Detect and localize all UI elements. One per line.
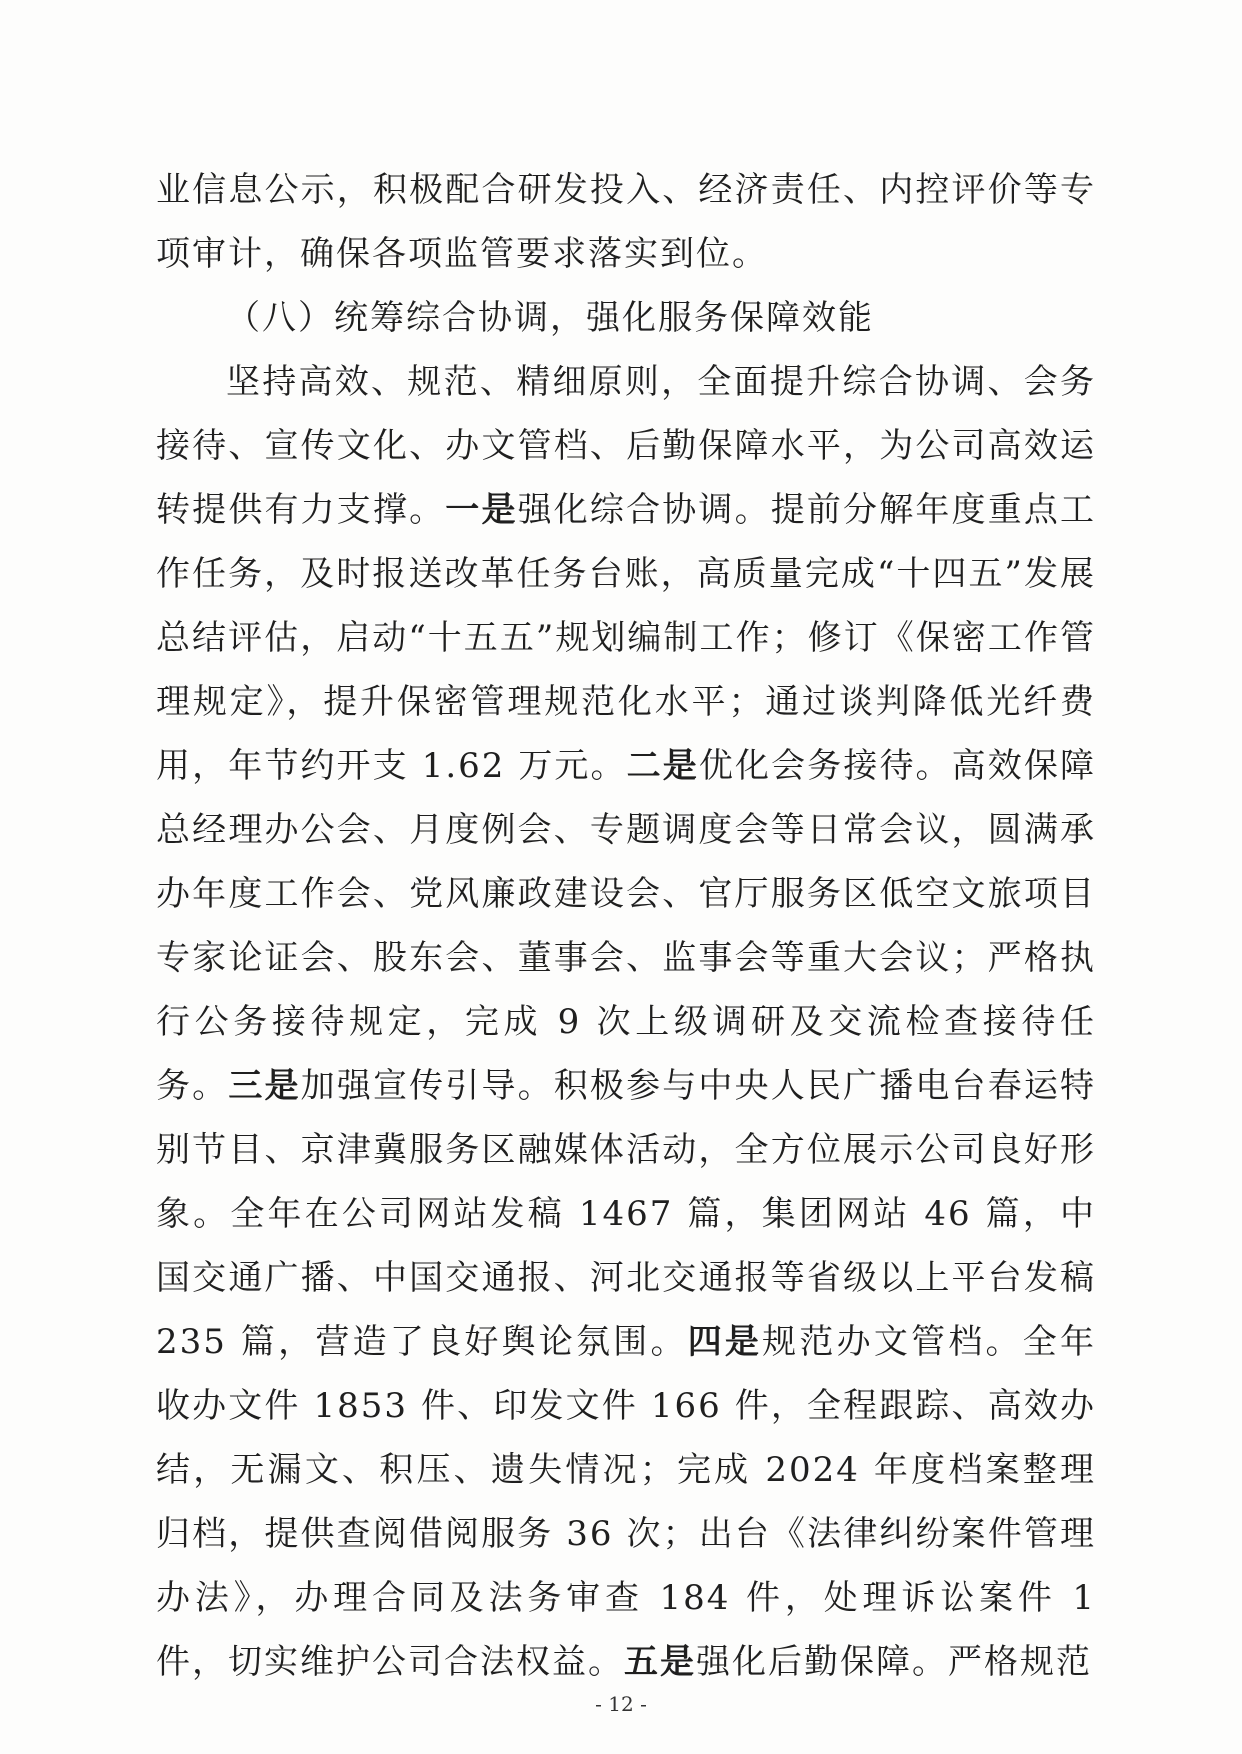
item-text-4: 规范办文管档。全年收办文件 1853 件、印发文件 166 件，全程跟踪、高效办结，无漏文、积压、遗失情况；完成 2024 年度档案整理归档，提供查阅借阅服务 36 次；出台《法律纠纷案件管理办法》，办理合同及法务审查 184 件，处理诉讼案件 1 件，切实维护公司合法权益。	[156, 1322, 1097, 1682]
body-paragraph	[156, 350, 1096, 1694]
paragraph-intro: 坚持高效、规范、精细原则，全面提升综合协调、会务接待、宣传文化、办文管档、后勤保障水平，为公司高效运转提供有力支撑。	[156, 362, 1096, 530]
item-marker-5: 五是	[624, 1642, 696, 1682]
page-number: - 12 -	[595, 1692, 647, 1716]
continuation-paragraph: 业信息公示，积极配合研发投入、经济责任、内控评价等专项审计，确保各项监管要求落实到位。	[156, 170, 1096, 274]
item-marker-3: 三是	[228, 1066, 301, 1106]
item-marker-2: 二是	[626, 746, 699, 786]
item-text-5: 强化后勤保障。严格规范	[696, 1642, 1092, 1682]
document-body	[156, 158, 1096, 1694]
item-text-1: 强化综合协调。提前分解年度重点工作任务，及时报送改革任务台账，高质量完成“十四五”发展总结评估，启动“十五五”规划编制工作；修订《保密工作管理规定》，提升保密管理规范化水平；通过谈判降低光纤费用，年节约开支 1.62 万元。	[156, 490, 1097, 786]
item-text-3: 加强宣传引导。积极参与中央人民广播电台春运特别节目、京津冀服务区融媒体活动，全方位展示公司良好形象。全年在公司网站发稿 1467 篇，集团网站 46 篇，中国交通广播、中国交通报、河北交通报等省级以上平台发稿 235 篇，营造了良好舆论氛围。	[156, 1066, 1097, 1362]
item-marker-4: 四是	[687, 1322, 763, 1362]
item-marker-1: 一是	[445, 490, 518, 530]
section-heading: （八）统筹综合协调，强化服务保障效能	[226, 298, 874, 338]
item-text-2: 优化会务接待。高效保障总经理办公会、月度例会、专题调度会等日常会议，圆满承办年度工作会、党风廉政建设会、官厅服务区低空文旅项目专家论证会、股东会、董事会、监事会等重大会议；严格执行公务接待规定，完成 9 次上级调研及交流检查接待任务。	[156, 746, 1097, 1106]
